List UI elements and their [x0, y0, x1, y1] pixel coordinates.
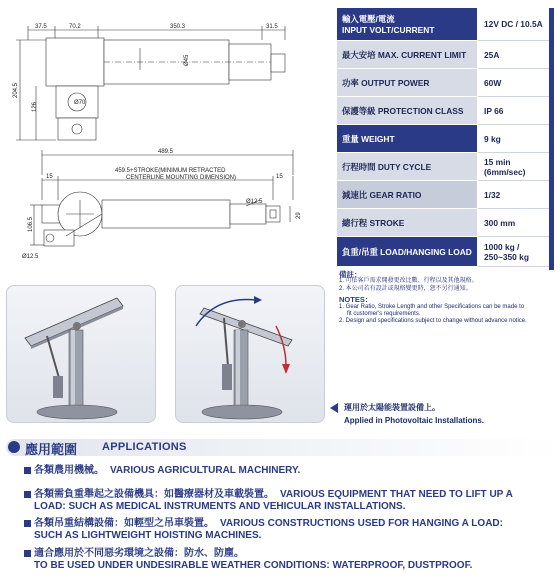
spec-value: IP 66	[477, 97, 551, 125]
dim-204-5: 204.5	[13, 82, 19, 98]
solar-panel-illustration-tilting	[175, 285, 325, 423]
dim-350-3: 350.3	[170, 24, 186, 30]
square-bullet-icon	[24, 550, 31, 557]
table-edge-bar	[549, 8, 554, 270]
square-bullet-icon	[24, 467, 31, 474]
dim-dia-12-5-right: Ø12.5	[246, 199, 263, 205]
spec-row	[337, 69, 551, 97]
dim-dia-45: Ø45	[184, 54, 190, 66]
dim-15-left: 15	[46, 174, 53, 180]
applications-title-zh: 應用範圍	[25, 442, 78, 457]
spec-value: 300 mm	[477, 209, 551, 237]
application-item-zh: 各類吊重結構設備：如輕型之吊車裝置。	[34, 518, 214, 529]
dim-dia-70: Ø70	[74, 100, 86, 106]
solar-panel-illustration-static	[6, 285, 156, 423]
notes-block	[339, 270, 557, 326]
spec-value: 25A	[477, 41, 551, 69]
spec-value: 15 min (6mm/sec)	[477, 153, 551, 181]
spec-label: 保護等級 PROTECTION CLASS	[337, 97, 477, 125]
application-item-en-cont: TO BE USED UNDER UNDESIRABLE WEATHER CONDITIONS: WATERPROOF, DUSTPROOF.	[34, 560, 473, 571]
note-en-2: 2. Design and specifications subject to change without advance notice.	[339, 318, 527, 325]
dim-106-5: 106.5	[28, 216, 34, 232]
application-item	[30, 465, 550, 477]
actuator-drawings	[0, 0, 330, 275]
spec-value: 1000 kg / 250~350 kg	[477, 237, 551, 267]
application-item-zh: 各類農用機械。	[34, 465, 104, 476]
spec-row	[337, 125, 551, 153]
square-bullet-icon	[24, 520, 31, 527]
application-item-zh: 適合應用於不同惡劣環境之設備：防水、防塵。	[34, 548, 244, 559]
application-item	[30, 518, 550, 542]
square-bullet-icon	[24, 491, 31, 498]
circle-bullet-icon	[8, 441, 20, 453]
spec-label: 減速比 GEAR RATIO	[337, 181, 477, 209]
applications-title-en: APPLICATIONS	[102, 441, 187, 453]
note-en-1: 1. Gear Ratio, Stroke Length and other Specifications can be made to	[339, 303, 525, 310]
application-item-en-cont: SUCH AS LIGHTWEIGHT HOISTING MACHINES.	[34, 530, 262, 541]
spec-label: 輸入電壓/電流 INPUT VOLT/CURRENT	[337, 8, 477, 41]
spec-row	[337, 209, 551, 237]
spec-table	[337, 8, 551, 267]
spec-value: 60W	[477, 69, 551, 97]
application-item-en: VARIOUS AGRICULTURAL MACHINERY.	[110, 465, 301, 476]
dim-489-5: 489.5	[158, 149, 174, 155]
application-item	[30, 548, 550, 572]
applications-header-bar	[6, 439, 560, 456]
dim-29: 29	[296, 212, 302, 219]
application-item-zh: 各類需負重舉起之設備機具：如醫療器材及車載裝置。	[34, 489, 274, 500]
spec-row	[337, 153, 551, 181]
application-item-en: VARIOUS EQUIPMENT THAT NEED TO LIFT UP A	[280, 489, 513, 500]
dim-31-5: 31.5	[266, 24, 278, 30]
spec-label: 行程時間 DUTY CYCLE	[337, 153, 477, 181]
triangle-left-icon	[330, 403, 338, 413]
dim-37-5: 37.5	[35, 24, 47, 30]
photovoltaic-caption-en: Applied in Photovoltaic Installations.	[344, 416, 485, 425]
notes-zh-heading: 備註：	[339, 270, 362, 279]
note-zh-2: 2. 本公司若有設計或規格變更時，恕不另行通知。	[339, 285, 472, 292]
spec-label: 最大安培 MAX. CURRENT LIMIT	[337, 41, 477, 69]
spec-row	[337, 237, 551, 267]
spec-value: 1/32	[477, 181, 551, 209]
spec-label: 功率 OUTPUT POWER	[337, 69, 477, 97]
application-item	[30, 489, 550, 513]
dim-70-2: 70.2	[69, 24, 81, 30]
notes-en-heading: NOTES：	[339, 295, 373, 305]
dim-126: 126	[32, 101, 38, 112]
spec-label: 負重/吊重 LOAD/HANGING LOAD	[337, 237, 477, 267]
spec-value: 12V DC / 10.5A	[477, 8, 551, 41]
application-item-en: VARIOUS CONSTRUCTIONS USED FOR HANGING A LOAD:	[220, 518, 503, 529]
spec-label: 總行程 STROKE	[337, 209, 477, 237]
note-zh-1: 1. 可依客戶需求開發更改比數、行程以及其他規格。	[339, 278, 478, 285]
dim-15-right: 15	[276, 174, 283, 180]
spec-row	[337, 8, 551, 41]
applications-header	[0, 436, 560, 458]
photovoltaic-caption-zh: 運用於太陽能裝置設備上。	[344, 403, 440, 412]
spec-row	[337, 97, 551, 125]
spec-row	[337, 181, 551, 209]
application-item-en-cont: LOAD: SUCH AS MEDICAL INSTRUMENTS AND VEHICULAR INSTALLATIONS.	[34, 501, 406, 512]
dim-dia-12-5-left: Ø12.5	[22, 254, 39, 260]
note-en-1-cont: fit customer's requirements.	[347, 311, 421, 318]
spec-label: 重量 WEIGHT	[337, 125, 477, 153]
spec-row	[337, 41, 551, 69]
stroke-label-line2: CENTERLINE MOUNTING DIMENSION)	[126, 175, 237, 181]
stroke-label-line1: 459.5+STROKE(MINIMUM RETRACTED	[115, 168, 226, 174]
spec-value: 9 kg	[477, 125, 551, 153]
